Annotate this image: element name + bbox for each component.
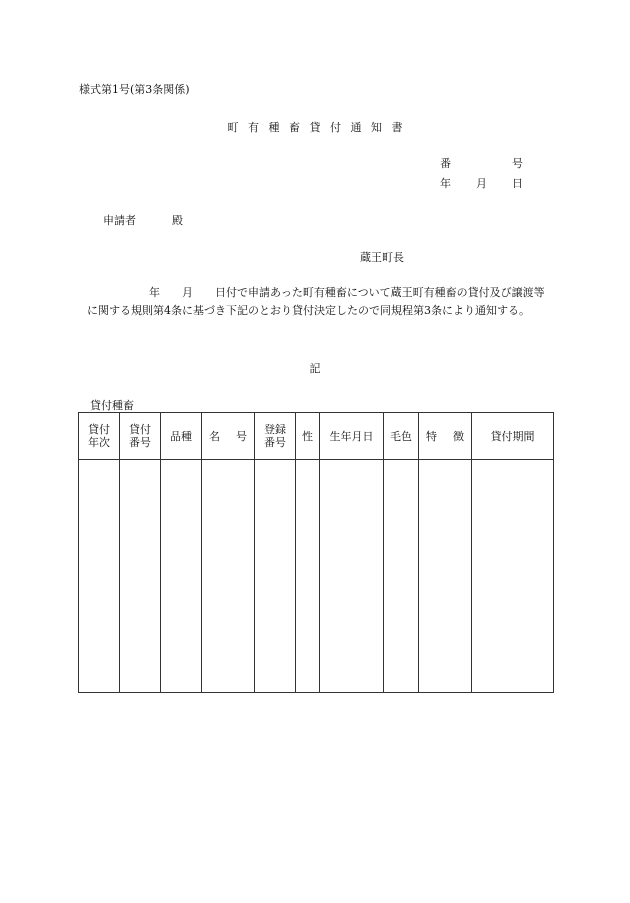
table-cell [161, 460, 202, 693]
header-text: 年次 [88, 436, 110, 449]
header-text: 号 [236, 429, 247, 443]
livestock-table [78, 412, 554, 693]
col-registration-number [255, 413, 296, 460]
table-cell [472, 460, 554, 693]
table-cell [419, 460, 472, 693]
title-char: 付 [330, 121, 341, 134]
col-sex: 性 [296, 413, 320, 460]
body-text: 日付で申請あった町有種畜について蔵王町有種畜の貸付及び譲渡等に関する規則第4条に基づき下記のとおり貸付決定したので同規程第3条により通知する。 [87, 286, 545, 317]
title-char: 有 [248, 121, 259, 134]
issuer-name: 蔵王町長 [360, 251, 404, 264]
header-text: 徴 [453, 429, 464, 443]
date-day: 日 [512, 177, 523, 190]
number-suffix: 号 [512, 157, 523, 170]
table-cell [384, 460, 419, 693]
col-name [202, 413, 255, 460]
title-char: 知 [371, 121, 382, 134]
ki-heading: 記 [309, 362, 321, 375]
col-features [419, 413, 472, 460]
col-birth-date: 生年月日 [320, 413, 384, 460]
addressee-line [103, 212, 183, 228]
document-title [0, 119, 630, 135]
header-text: 特 [426, 429, 437, 443]
honorific: 殿 [172, 214, 183, 227]
title-char: 貸 [309, 121, 321, 134]
col-breed: 品種 [161, 413, 202, 460]
header-text: 番号 [129, 436, 151, 449]
title-char: 町 [227, 121, 239, 134]
table-cell [120, 460, 161, 693]
header-text: 貸付 [129, 423, 151, 436]
col-loan-year [79, 413, 120, 460]
header-text: 番号 [264, 436, 286, 449]
col-loan-number [120, 413, 161, 460]
table-cell [296, 460, 320, 693]
notice-body [87, 284, 549, 320]
title-char: 通 [350, 121, 362, 134]
col-loan-period: 貸付期間 [472, 413, 554, 460]
table-caption: 貸付種畜 [90, 399, 134, 412]
col-coat-color: 毛色 [384, 413, 419, 460]
table-header-row [79, 413, 554, 460]
table-row [79, 460, 554, 693]
header-text: 貸付 [88, 423, 110, 436]
table-cell [79, 460, 120, 693]
table-cell [255, 460, 296, 693]
body-month: 月 [182, 286, 193, 299]
title-char: 種 [268, 121, 280, 134]
table-cell [202, 460, 255, 693]
date-year: 年 [440, 177, 451, 190]
number-label: 番 [440, 157, 451, 170]
table-cell [320, 460, 384, 693]
form-number-label: 様式第1号(第3条関係) [79, 83, 190, 96]
date-month: 月 [476, 177, 487, 190]
header-text: 名 [209, 429, 220, 443]
title-char: 書 [391, 121, 403, 134]
body-year: 年 [149, 286, 160, 299]
title-char: 畜 [289, 121, 300, 134]
applicant-label: 申請者 [103, 214, 136, 227]
header-text: 登録 [264, 423, 286, 436]
